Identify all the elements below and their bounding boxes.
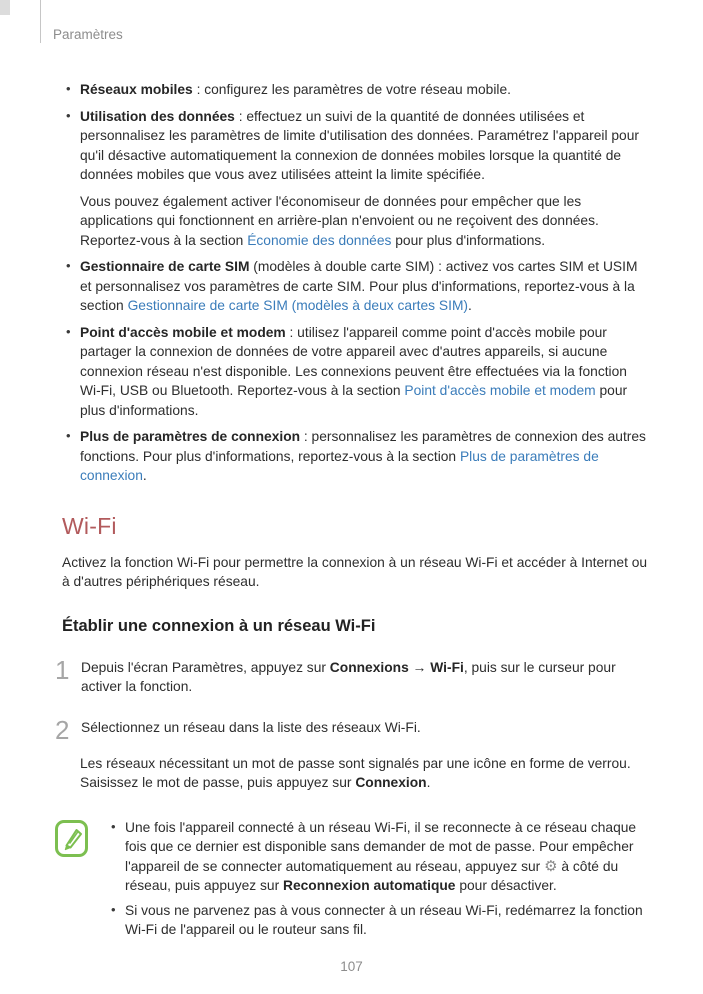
settings-bullet-list <box>62 80 650 486</box>
text-segment: Une fois l'appareil connecté à un réseau Wi-Fi, il se reconnecte à ce réseau chaque fois que ce dernier est disponible sans demander de mot de passe. Pour empêcher l'appareil de se connecter automatiquement au réseau, appuyez sur <box>125 819 637 874</box>
text-segment: . <box>426 775 431 790</box>
text-segment: : utilisez l'appareil comme point d'accès mobile pour partager la connexion de données de votre appareil avec d'autres appareils, si aucune connexion réseau n'est disponible. Les connexions peuvent être effectuées via la fonction Wi-Fi, USB ou Bluetooth. Reportez-vous à la section <box>80 324 627 398</box>
page-number: 107 <box>340 958 363 974</box>
text-segment: pour plus d'informations. <box>391 232 546 248</box>
bullet-marker: • <box>111 818 116 834</box>
step-1-number: 1 <box>55 654 70 685</box>
text-segment: pour désactiver. <box>455 878 557 893</box>
note-list <box>107 818 650 945</box>
page-content <box>55 80 650 945</box>
wifi-intro-paragraph: Activez la fonction Wi-Fi pour permettre la connexion à un réseau Wi-Fi et accéder à Internet ou à d'autres périphériques réseau. <box>62 554 648 589</box>
bold-text-segment: Connexions <box>329 659 409 675</box>
bullet-marker: • <box>66 428 71 443</box>
bold-text-segment: Reconnexion automatique <box>283 878 456 893</box>
chapter-label: Paramètres <box>53 27 123 42</box>
step-2 <box>55 714 650 745</box>
section-link[interactable]: Plus de paramètres de connexion <box>80 448 599 483</box>
text-segment: Si vous ne parvenez pas à vous connecter à un réseau Wi-Fi, redémarrez la fonction Wi-Fi de l'appareil ou le routeur sans fil. <box>125 902 643 937</box>
text-segment: Depuis l'écran Paramètres, appuyez sur <box>81 659 330 675</box>
list-item-reseaux-mobiles <box>62 80 650 100</box>
list-item-point-acces <box>62 323 650 421</box>
scan-edge-artifact <box>0 0 10 15</box>
section-link[interactable]: Point d'accès mobile et modem <box>404 383 596 398</box>
note-box <box>55 818 650 945</box>
subsection-heading-connexion-wifi: Établir une connexion à un réseau Wi-Fi <box>62 616 376 635</box>
step-1-text <box>81 658 650 697</box>
note-item-text <box>125 818 650 896</box>
section-link[interactable]: Gestionnaire de carte SIM (modèles à deux cartes SIM) <box>127 298 469 313</box>
bullet-marker: • <box>66 81 71 96</box>
bold-text-segment: Réseaux mobiles <box>80 82 193 97</box>
note-item-text <box>125 901 650 940</box>
list-item-text <box>80 323 650 421</box>
text-segment: . <box>468 298 472 313</box>
bold-text-segment: Wi-Fi <box>430 659 464 675</box>
list-item-gestionnaire-sim <box>62 257 650 316</box>
note-item <box>107 901 650 940</box>
list-item-text <box>80 107 650 185</box>
bullet-marker: • <box>111 901 116 917</box>
text-segment: Sélectionnez un réseau dans la liste des réseaux Wi-Fi. <box>81 719 421 735</box>
text-segment: : configurez les paramètres de votre réseau mobile. <box>192 82 511 97</box>
chapter-rule <box>40 0 41 43</box>
bold-text-segment: Utilisation des données <box>80 108 235 124</box>
text-segment: : effectuez un suivi de la quantité de données utilisées et personnalisez les paramètres de limite d'utilisation des données. Paramétrez l'appareil pour qu'il désactive automatiquement la connexion de données mobiles lorsque la quantité de données mobiles que vous avez utilisées atteint la limite spécifiée. <box>80 108 639 182</box>
list-item-text <box>80 427 650 486</box>
list-item-text <box>80 80 650 100</box>
text-segment: . <box>142 468 147 483</box>
bullet-marker: • <box>66 323 71 339</box>
list-item-utilisation-donnees <box>62 107 650 251</box>
bold-text-segment: Connexion <box>355 775 427 790</box>
text-segment: pour plus d'informations. <box>80 383 628 418</box>
bold-text-segment: Gestionnaire de carte SIM <box>80 259 250 274</box>
bold-text-segment: Plus de paramètres de connexion <box>80 429 301 444</box>
step-2-text <box>81 718 650 743</box>
step-2-number: 2 <box>55 714 70 745</box>
bullet-marker: • <box>66 258 71 273</box>
list-item-extra-paragraph <box>80 192 650 251</box>
step-1 <box>55 654 650 697</box>
list-item-plus-parametres <box>62 427 650 486</box>
list-item-text <box>80 257 650 316</box>
note-item <box>107 818 650 896</box>
text-segment: : personnalisez les paramètres de connexion des autres fonctions. Pour plus d'informations, reportez-vous à la section <box>80 429 646 464</box>
section-link[interactable]: Économie des données <box>247 232 392 248</box>
text-segment: Les réseaux nécessitant un mot de passe sont signalés par une icône en forme de verrou. Saisissez le mot de passe, puis appuyez sur <box>80 755 631 790</box>
text-segment: à côté du réseau, puis appuyez sur <box>125 858 619 893</box>
gear-icon: ⚙ <box>544 857 558 875</box>
text-segment: → <box>408 659 431 675</box>
text-segment: (modèles à double carte SIM) : activez vos cartes SIM et USIM et personnalisez vos paramètres de carte SIM. Pour plus d'informations, reportez-vous à la section <box>80 259 638 313</box>
bold-text-segment: Point d'accès mobile et modem <box>80 324 286 340</box>
step-2-followup-paragraph <box>80 754 650 793</box>
section-heading-wifi: Wi-Fi <box>62 512 117 539</box>
note-pencil-icon <box>55 820 88 857</box>
text-segment: , puis sur le curseur pour activer la fonction. <box>81 659 616 694</box>
bullet-marker: • <box>66 107 71 123</box>
text-segment: Vous pouvez également activer l'économiseur de données pour empêcher que les applications qui fonctionnent en arrière-plan n'envoient ou ne reçoivent des données. Reportez-vous à la section <box>80 193 599 248</box>
